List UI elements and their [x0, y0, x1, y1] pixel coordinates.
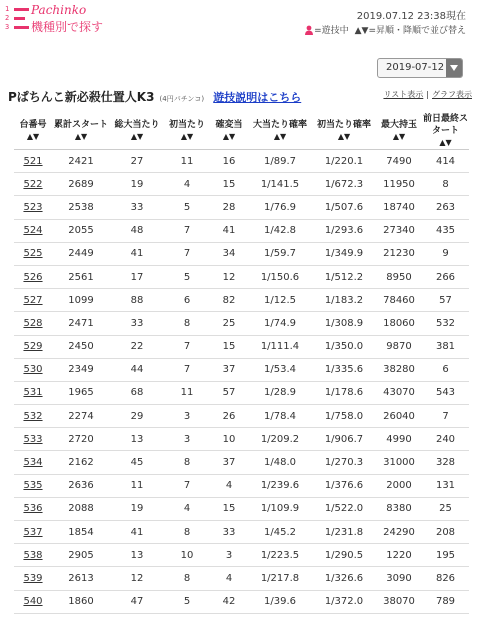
cell-first-hit-rate: 1/522.0	[312, 497, 376, 520]
column-header-jackpot-rate[interactable]	[248, 113, 312, 150]
cell-total-start: 2471	[52, 312, 110, 335]
cell-max-balls: 3090	[376, 567, 422, 590]
cell-probability-change: 4	[210, 567, 248, 590]
cell-machine-number	[14, 567, 52, 590]
cell-total-jackpot: 29	[110, 405, 164, 428]
logo-number-2: 2	[5, 14, 10, 22]
table-row	[14, 289, 469, 312]
view-links-separator: |	[426, 90, 429, 99]
cell-prev-final-start: 208	[422, 521, 469, 544]
cell-total-jackpot: 19	[110, 173, 164, 196]
cell-jackpot-rate: 1/141.5	[248, 173, 312, 196]
cell-first-hit: 8	[164, 312, 210, 335]
cell-prev-final-start: 7	[422, 405, 469, 428]
cell-machine-number	[14, 590, 52, 613]
data-table	[14, 113, 469, 614]
cell-probability-change: 4	[210, 474, 248, 497]
cell-total-start: 2162	[52, 451, 110, 474]
cell-first-hit: 4	[164, 173, 210, 196]
logo-bar-icon	[14, 8, 29, 11]
cell-jackpot-rate: 1/109.9	[248, 497, 312, 520]
cell-total-jackpot: 44	[110, 358, 164, 381]
cell-machine-number	[14, 428, 52, 451]
sort-arrows-icon[interactable]: ▲▼	[392, 132, 406, 141]
cell-total-start: 2905	[52, 544, 110, 567]
cell-machine-number	[14, 265, 52, 288]
cell-prev-final-start: 381	[422, 335, 469, 358]
cell-first-hit-rate: 1/293.6	[312, 219, 376, 242]
cell-max-balls: 18740	[376, 196, 422, 219]
machine-name: Pぱちんこ新必殺仕置人K3	[8, 90, 155, 104]
cell-total-start: 2274	[52, 405, 110, 428]
column-label: 初当たり確率	[316, 120, 371, 130]
cell-total-jackpot: 13	[110, 428, 164, 451]
cell-jackpot-rate: 1/239.6	[248, 474, 312, 497]
cell-jackpot-rate: 1/42.8	[248, 219, 312, 242]
cell-prev-final-start: 532	[422, 312, 469, 335]
cell-total-jackpot: 22	[110, 335, 164, 358]
table-row	[14, 590, 469, 613]
column-label: 前日最終スタート	[422, 114, 468, 136]
cell-first-hit-rate: 1/512.2	[312, 265, 376, 288]
cell-probability-change: 34	[210, 242, 248, 265]
cell-max-balls: 38070	[376, 590, 422, 613]
table-row	[14, 497, 469, 520]
cell-total-start: 2538	[52, 196, 110, 219]
cell-total-start: 1860	[52, 590, 110, 613]
cell-total-jackpot: 11	[110, 474, 164, 497]
machine-number-link[interactable]: 538	[23, 549, 43, 561]
sort-arrows-icon[interactable]: ▲▼	[273, 132, 287, 141]
cell-max-balls: 8950	[376, 265, 422, 288]
cell-total-jackpot: 45	[110, 451, 164, 474]
column-header-total-jackpot[interactable]	[110, 113, 164, 150]
cell-probability-change: 37	[210, 451, 248, 474]
table-row	[14, 242, 469, 265]
date-select[interactable]	[377, 58, 463, 78]
cell-probability-change: 16	[210, 150, 248, 173]
logo-number-3: 3	[5, 23, 10, 31]
cell-max-balls: 8380	[376, 497, 422, 520]
machine-number-link[interactable]: 531	[23, 387, 43, 399]
cell-max-balls: 24290	[376, 521, 422, 544]
cell-first-hit-rate: 1/178.6	[312, 381, 376, 404]
cell-first-hit-rate: 1/372.0	[312, 590, 376, 613]
list-view-link[interactable]: リスト表示	[383, 90, 424, 99]
cell-first-hit: 11	[164, 381, 210, 404]
table-row	[14, 381, 469, 404]
table-row	[14, 150, 469, 173]
cell-probability-change: 28	[210, 196, 248, 219]
table-row	[14, 405, 469, 428]
cell-first-hit: 7	[164, 358, 210, 381]
cell-first-hit-rate: 1/308.9	[312, 312, 376, 335]
cell-machine-number	[14, 312, 52, 335]
cell-machine-number	[14, 242, 52, 265]
cell-max-balls: 2000	[376, 474, 422, 497]
cell-probability-change: 37	[210, 358, 248, 381]
cell-total-start: 2088	[52, 497, 110, 520]
column-header-machine-number[interactable]	[14, 113, 52, 150]
cell-total-start: 1965	[52, 381, 110, 404]
machine-number-link[interactable]: 521	[23, 155, 43, 167]
column-label: 初当たり	[168, 120, 205, 130]
date-select-value: 2019-07-12	[386, 62, 445, 73]
cell-max-balls: 21230	[376, 242, 422, 265]
update-datetime: 2019.07.12 23:38現在	[356, 11, 466, 22]
cell-prev-final-start: 789	[422, 590, 469, 613]
cell-max-balls: 43070	[376, 381, 422, 404]
cell-first-hit: 7	[164, 335, 210, 358]
cell-prev-final-start: 57	[422, 289, 469, 312]
cell-prev-final-start: 266	[422, 265, 469, 288]
cell-machine-number	[14, 196, 52, 219]
cell-first-hit: 3	[164, 405, 210, 428]
cell-jackpot-rate: 1/78.4	[248, 405, 312, 428]
table-row	[14, 335, 469, 358]
cell-prev-final-start: 6	[422, 358, 469, 381]
machine-number-link[interactable]: 532	[23, 410, 43, 422]
legend	[304, 23, 466, 36]
sort-arrows-icon[interactable]: ▲▼	[180, 132, 194, 141]
cell-probability-change: 82	[210, 289, 248, 312]
machine-number-link[interactable]: 536	[23, 503, 43, 515]
sort-arrows-icon[interactable]: ▲▼	[26, 132, 40, 141]
cell-machine-number	[14, 405, 52, 428]
table-row	[14, 521, 469, 544]
cell-max-balls: 38280	[376, 358, 422, 381]
cell-jackpot-rate: 1/150.6	[248, 265, 312, 288]
cell-prev-final-start: 240	[422, 428, 469, 451]
machine-number-link[interactable]: 534	[23, 457, 43, 469]
column-header-total-start[interactable]	[52, 113, 110, 150]
cell-first-hit-rate: 1/335.6	[312, 358, 376, 381]
cell-jackpot-rate: 1/59.7	[248, 242, 312, 265]
cell-prev-final-start: 263	[422, 196, 469, 219]
cell-first-hit: 8	[164, 521, 210, 544]
cell-machine-number	[14, 544, 52, 567]
cell-total-start: 2349	[52, 358, 110, 381]
cell-jackpot-rate: 1/39.6	[248, 590, 312, 613]
cell-machine-number	[14, 497, 52, 520]
column-label: 累計スタート	[53, 120, 108, 130]
column-header-first-hit[interactable]	[164, 113, 210, 150]
machine-number-link[interactable]: 523	[23, 201, 43, 213]
cell-probability-change: 25	[210, 312, 248, 335]
column-label: 総大当たり	[114, 120, 160, 130]
cell-total-start: 2449	[52, 242, 110, 265]
cell-first-hit-rate: 1/507.6	[312, 196, 376, 219]
cell-prev-final-start: 328	[422, 451, 469, 474]
cell-total-jackpot: 41	[110, 521, 164, 544]
cell-first-hit-rate: 1/376.6	[312, 474, 376, 497]
cell-total-start: 1099	[52, 289, 110, 312]
cell-prev-final-start: 9	[422, 242, 469, 265]
cell-max-balls: 27340	[376, 219, 422, 242]
table-row	[14, 312, 469, 335]
table-row	[14, 358, 469, 381]
machine-number-link[interactable]: 540	[23, 596, 43, 608]
cell-total-jackpot: 17	[110, 265, 164, 288]
cell-total-start: 2636	[52, 474, 110, 497]
cell-machine-number	[14, 451, 52, 474]
cell-machine-number	[14, 521, 52, 544]
cell-first-hit-rate: 1/906.7	[312, 428, 376, 451]
cell-prev-final-start: 25	[422, 497, 469, 520]
cell-first-hit-rate: 1/758.0	[312, 405, 376, 428]
logo-bar-icon	[14, 17, 25, 20]
cell-first-hit: 7	[164, 474, 210, 497]
cell-first-hit: 5	[164, 196, 210, 219]
cell-prev-final-start: 435	[422, 219, 469, 242]
cell-first-hit-rate: 1/290.5	[312, 544, 376, 567]
table-row	[14, 567, 469, 590]
cell-first-hit: 5	[164, 265, 210, 288]
cell-machine-number	[14, 289, 52, 312]
table-row	[14, 544, 469, 567]
table-row	[14, 196, 469, 219]
cell-prev-final-start: 826	[422, 567, 469, 590]
cell-first-hit: 3	[164, 428, 210, 451]
cell-total-start: 1854	[52, 521, 110, 544]
machine-number-link[interactable]: 528	[23, 317, 43, 329]
machine-number-link[interactable]: 527	[23, 294, 43, 306]
column-label: 台番号	[19, 120, 47, 130]
column-label: 大当たり確率	[252, 120, 307, 130]
machine-number-link[interactable]: 530	[23, 364, 43, 376]
cell-first-hit: 7	[164, 219, 210, 242]
column-header-first-hit-rate[interactable]	[312, 113, 376, 150]
table-row	[14, 173, 469, 196]
table-row	[14, 451, 469, 474]
cell-max-balls: 7490	[376, 150, 422, 173]
cell-total-jackpot: 33	[110, 312, 164, 335]
cell-first-hit-rate: 1/231.8	[312, 521, 376, 544]
table-row	[14, 219, 469, 242]
cell-probability-change: 33	[210, 521, 248, 544]
logo-icon[interactable]	[5, 5, 29, 33]
cell-jackpot-rate: 1/209.2	[248, 428, 312, 451]
cell-max-balls: 4990	[376, 428, 422, 451]
cell-first-hit-rate: 1/349.9	[312, 242, 376, 265]
cell-total-start: 2689	[52, 173, 110, 196]
cell-jackpot-rate: 1/12.5	[248, 289, 312, 312]
cell-total-start: 2055	[52, 219, 110, 242]
column-header-probability-change[interactable]	[210, 113, 248, 150]
cell-machine-number	[14, 358, 52, 381]
view-links	[383, 89, 472, 100]
machine-number-link[interactable]: 524	[23, 225, 43, 237]
cell-jackpot-rate: 1/45.2	[248, 521, 312, 544]
machine-number-link[interactable]: 522	[23, 178, 43, 190]
howto-link[interactable]: 遊技説明はこちら	[213, 91, 302, 104]
cell-total-jackpot: 19	[110, 497, 164, 520]
logo-number-1: 1	[5, 5, 10, 13]
cell-total-start: 2613	[52, 567, 110, 590]
cell-total-jackpot: 33	[110, 196, 164, 219]
cell-first-hit: 7	[164, 242, 210, 265]
cell-first-hit: 6	[164, 289, 210, 312]
machine-number-link[interactable]: 533	[23, 433, 43, 445]
cell-probability-change: 15	[210, 173, 248, 196]
column-header-max-balls[interactable]	[376, 113, 422, 150]
cell-jackpot-rate: 1/48.0	[248, 451, 312, 474]
cell-jackpot-rate: 1/111.4	[248, 335, 312, 358]
cell-total-jackpot: 41	[110, 242, 164, 265]
cell-machine-number	[14, 335, 52, 358]
cell-max-balls: 78460	[376, 289, 422, 312]
cell-jackpot-rate: 1/89.7	[248, 150, 312, 173]
sort-arrows-icon[interactable]: ▲▼	[439, 138, 452, 147]
cell-probability-change: 10	[210, 428, 248, 451]
cell-probability-change: 26	[210, 405, 248, 428]
cell-jackpot-rate: 1/74.9	[248, 312, 312, 335]
sort-arrows-icon[interactable]: ▲▼	[222, 132, 236, 141]
page-subtitle: 機種別で探す	[31, 20, 104, 34]
cell-first-hit: 4	[164, 497, 210, 520]
cell-first-hit-rate: 1/672.3	[312, 173, 376, 196]
cell-first-hit: 10	[164, 544, 210, 567]
cell-max-balls: 11950	[376, 173, 422, 196]
cell-total-start: 2450	[52, 335, 110, 358]
machine-number-link[interactable]: 539	[23, 572, 43, 584]
cell-machine-number	[14, 173, 52, 196]
cell-machine-number	[14, 219, 52, 242]
machine-number-link[interactable]: 525	[23, 248, 43, 260]
cell-first-hit-rate: 1/326.6	[312, 567, 376, 590]
cell-first-hit: 8	[164, 567, 210, 590]
cell-total-jackpot: 12	[110, 567, 164, 590]
cell-prev-final-start: 131	[422, 474, 469, 497]
cell-total-jackpot: 48	[110, 219, 164, 242]
cell-probability-change: 42	[210, 590, 248, 613]
cell-jackpot-rate: 1/217.8	[248, 567, 312, 590]
cell-first-hit: 8	[164, 451, 210, 474]
logo-bar-icon	[14, 26, 29, 29]
cell-max-balls: 9870	[376, 335, 422, 358]
sort-arrows-icon[interactable]: ▲▼	[337, 132, 351, 141]
cell-probability-change: 12	[210, 265, 248, 288]
sort-arrows-icon[interactable]: ▲▼	[74, 132, 88, 141]
cell-machine-number	[14, 474, 52, 497]
machine-number-link[interactable]: 537	[23, 526, 43, 538]
legend-sort: ▲▼=昇順・降順で並び替え	[354, 26, 466, 36]
header	[0, 0, 480, 40]
brand-name[interactable]: Pachinko	[31, 3, 87, 17]
column-label: 最大持玉	[380, 120, 417, 130]
cell-max-balls: 18060	[376, 312, 422, 335]
cell-first-hit: 11	[164, 150, 210, 173]
table-row	[14, 428, 469, 451]
machine-number-link[interactable]: 526	[23, 271, 43, 283]
column-label: 確変当	[215, 120, 243, 130]
chevron-down-icon[interactable]	[446, 59, 462, 77]
cell-prev-final-start: 195	[422, 544, 469, 567]
person-icon	[304, 25, 314, 35]
cell-probability-change: 41	[210, 219, 248, 242]
cell-total-jackpot: 13	[110, 544, 164, 567]
machine-rate: (4円パチンコ)	[159, 95, 205, 103]
cell-prev-final-start: 414	[422, 150, 469, 173]
cell-first-hit-rate: 1/350.0	[312, 335, 376, 358]
cell-jackpot-rate: 1/223.5	[248, 544, 312, 567]
cell-probability-change: 57	[210, 381, 248, 404]
legend-playing: =遊技中	[314, 26, 349, 36]
cell-max-balls: 1220	[376, 544, 422, 567]
cell-total-start: 2561	[52, 265, 110, 288]
machine-number-link[interactable]: 535	[23, 480, 43, 492]
cell-total-jackpot: 68	[110, 381, 164, 404]
table-row	[14, 265, 469, 288]
cell-total-start: 2421	[52, 150, 110, 173]
cell-first-hit: 5	[164, 590, 210, 613]
cell-machine-number	[14, 381, 52, 404]
cell-total-jackpot: 88	[110, 289, 164, 312]
cell-jackpot-rate: 1/76.9	[248, 196, 312, 219]
cell-max-balls: 31000	[376, 451, 422, 474]
cell-total-jackpot: 47	[110, 590, 164, 613]
table-row	[14, 474, 469, 497]
cell-machine-number	[14, 150, 52, 173]
cell-first-hit-rate: 1/183.2	[312, 289, 376, 312]
cell-prev-final-start: 8	[422, 173, 469, 196]
cell-probability-change: 3	[210, 544, 248, 567]
column-header-prev-final-start[interactable]	[422, 113, 469, 150]
cell-jackpot-rate: 1/53.4	[248, 358, 312, 381]
cell-total-jackpot: 27	[110, 150, 164, 173]
sort-arrows-icon[interactable]: ▲▼	[130, 132, 144, 141]
cell-total-start: 2720	[52, 428, 110, 451]
cell-probability-change: 15	[210, 335, 248, 358]
cell-prev-final-start: 543	[422, 381, 469, 404]
cell-jackpot-rate: 1/28.9	[248, 381, 312, 404]
graph-view-link[interactable]: グラフ表示	[432, 90, 472, 99]
cell-first-hit-rate: 1/270.3	[312, 451, 376, 474]
cell-first-hit-rate: 1/220.1	[312, 150, 376, 173]
machine-number-link[interactable]: 529	[23, 341, 43, 353]
cell-max-balls: 26040	[376, 405, 422, 428]
cell-probability-change: 15	[210, 497, 248, 520]
